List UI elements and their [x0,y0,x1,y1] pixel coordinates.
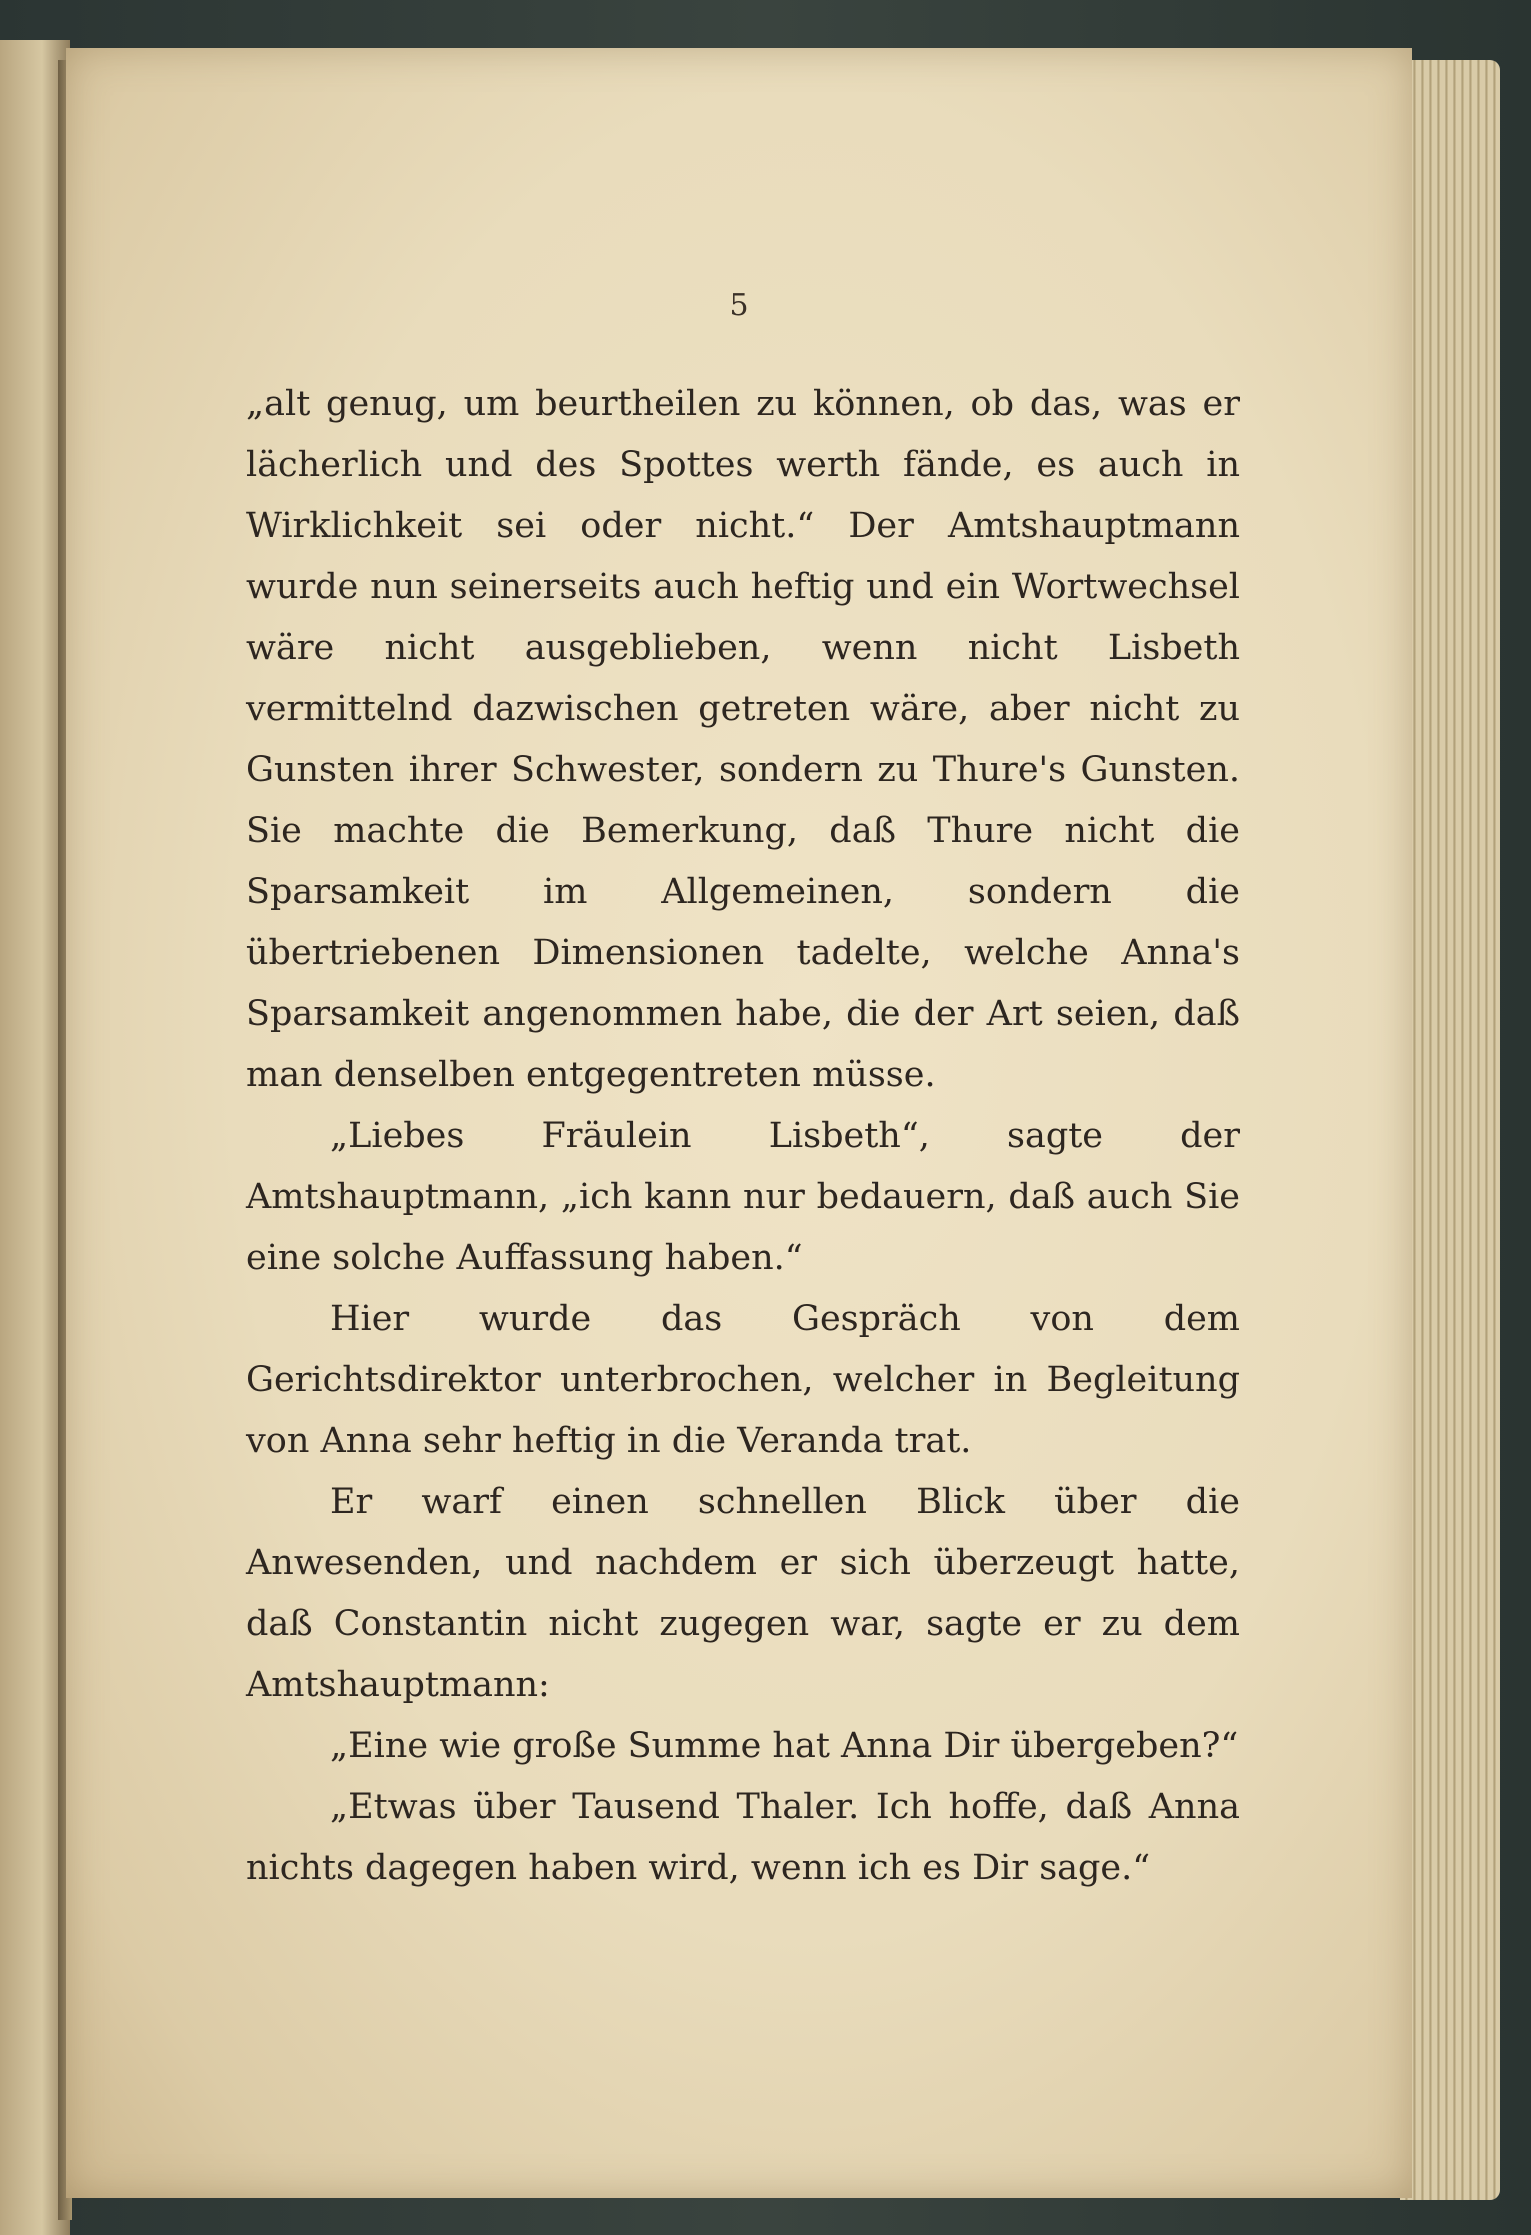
book-page [66,48,1412,2198]
paragraph: „Eine wie große Summe hat Anna Dir übergeben?“ [330,1726,1239,1766]
paragraph: Er warf einen schnellen Blick über die Anwesenden, und nachdem er sich überzeugt hatte, daß Constantin nicht zugegen war, sagte er zu dem Amtshauptmann: [246,1482,1240,1705]
paragraph: „alt genug, um beurtheilen zu können, ob das, was er lächerlich und des Spottes werth fände, es auch in Wirklichkeit sei oder nicht.“ Der Amtshauptmann wurde nun seinerseits auch heftig und ein Wortwechsel wäre nicht ausgeblieben, wenn nicht Lisbeth vermittelnd dazwischen getreten wäre, aber nicht zu Gunsten ihrer Schwester, sondern zu Thure's Gunsten. Sie machte die Bemerkung, daß Thure nicht die Sparsamkeit im Allgemeinen, sondern die übertriebenen Dimensionen tadelte, welche Anna's Sparsamkeit angenommen habe, die der Art seien, daß man denselben entgegentreten müsse. [246,384,1240,1095]
page-number: 5 [729,288,749,323]
paragraph: „Etwas über Tausend Thaler. Ich hoffe, daß Anna nichts dagegen haben wird, wenn ich es Dir sage.“ [246,1787,1240,1888]
paragraph: „Liebes Fräulein Lisbeth“, sagte der Amtshauptmann, „ich kann nur bedauern, daß auch Sie eine solche Auffassung haben.“ [246,1116,1240,1278]
page-edges [1400,60,1500,2200]
page-text [246,374,1240,1899]
paragraph: Hier wurde das Gespräch von dem Gerichtsdirektor unterbrochen, welcher in Begleitung von Anna sehr heftig in die Veranda trat. [246,1299,1240,1461]
